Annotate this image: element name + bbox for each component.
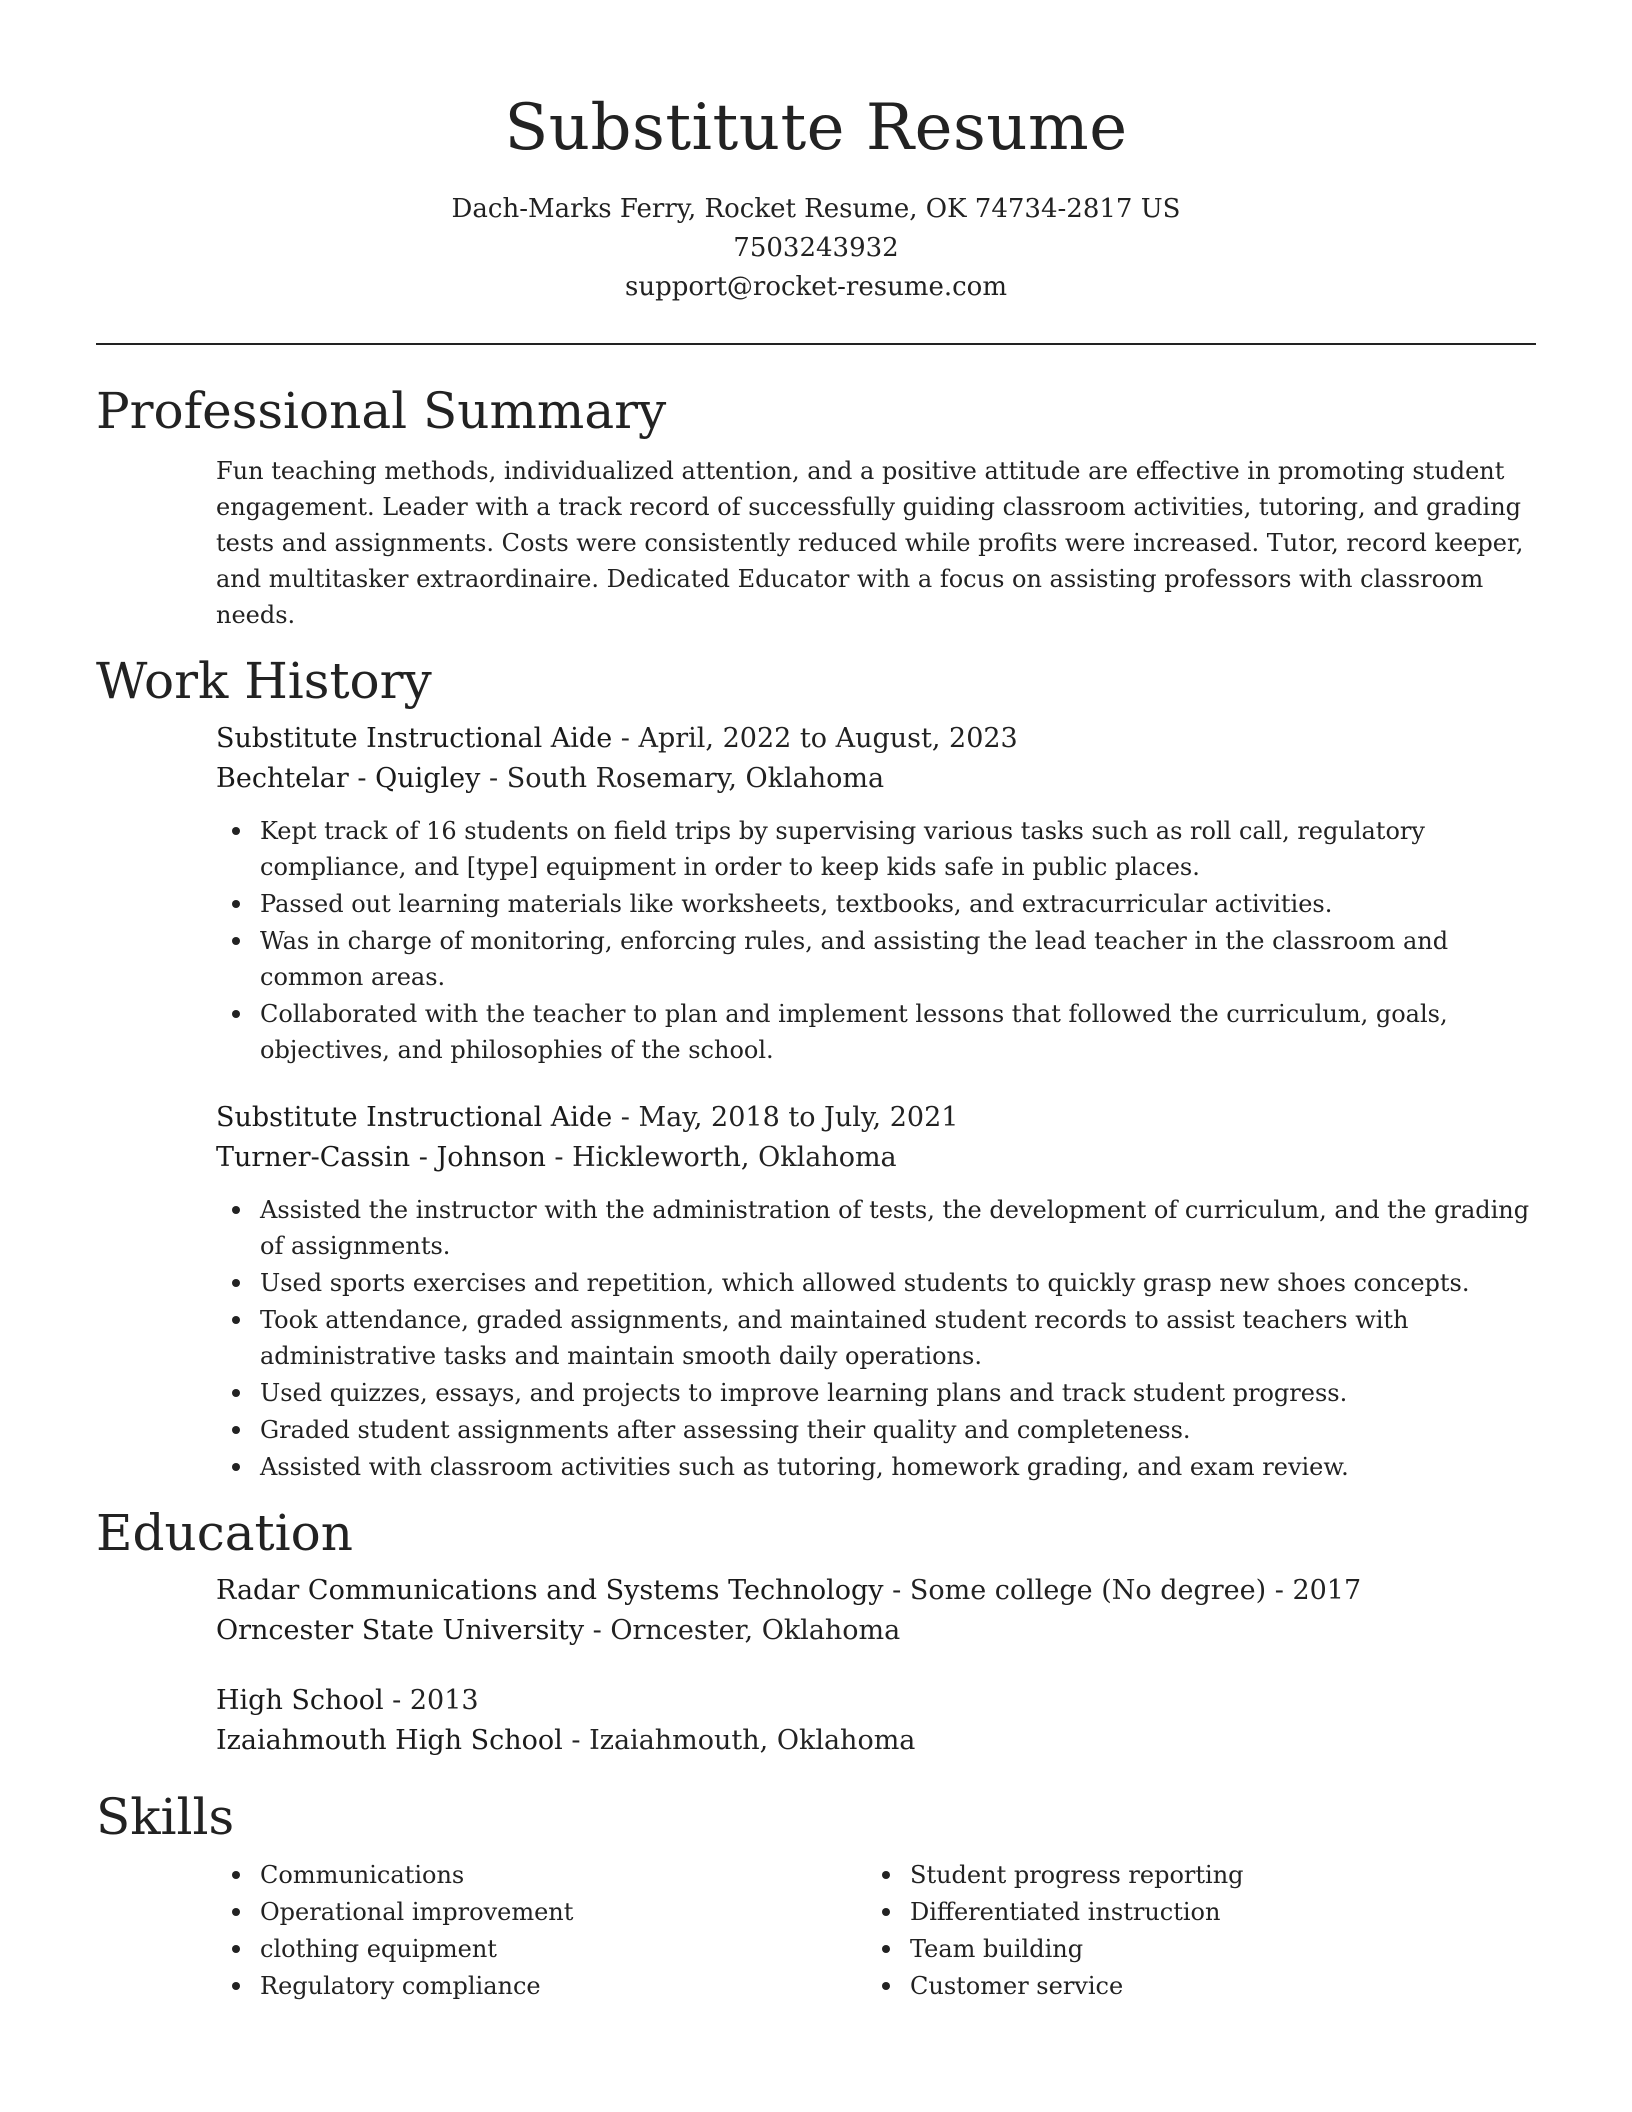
section-title-summary: Professional Summary [96, 382, 667, 440]
education-location: - Orncester, Oklahoma [584, 1615, 901, 1646]
job-company: Turner-Cassin - Johnson [216, 1142, 546, 1173]
job-role: Substitute Instructional Aide [216, 1102, 613, 1133]
contact-email: support@rocket-resume.com [624, 272, 1007, 302]
list-item: Passed out learning materials like worksheets, textbooks, and extracurricular activities. [260, 886, 1536, 922]
job-dates: - April, 2022 to August, 2023 [612, 723, 1018, 754]
skills-grid [216, 1857, 1536, 2005]
education-school: Izaiahmouth High School [216, 1725, 563, 1756]
list-item: Graded student assignments after assessing their quality and completeness. [260, 1412, 1536, 1448]
education-degree-line [216, 1571, 1536, 1611]
education-entry [216, 1571, 1536, 1651]
list-item: Team building [910, 1931, 1516, 1967]
list-item: Customer service [910, 1968, 1516, 2004]
contact-address: Dach-Marks Ferry, Rocket Resume, OK 74734-2817 US [451, 194, 1181, 224]
education-degree-line [216, 1681, 1536, 1721]
education-detail: - Some college (No degree) - 2017 [883, 1575, 1362, 1606]
job-bullets [216, 813, 1536, 1068]
list-item: clothing equipment [260, 1931, 866, 1967]
section-title-skills: Skills [96, 1788, 235, 1846]
list-item: Regulatory compliance [260, 1968, 866, 2004]
job-location: - Hickleworth, Oklahoma [545, 1142, 897, 1173]
page-title: Substitute Resume [504, 91, 1128, 165]
education-school-line [216, 1721, 1536, 1761]
list-item: Collaborated with the teacher to plan and implement lessons that followed the curriculum, goals, objectives, and philosophies of the school. [260, 996, 1536, 1068]
job-entry [216, 719, 1536, 1068]
education-school-line [216, 1611, 1536, 1651]
contact-phone: 7503243932 [733, 233, 899, 263]
list-item: Was in charge of monitoring, enforcing rules, and assisting the lead teacher in the classroom and common areas. [260, 923, 1536, 995]
list-item: Used sports exercises and repetition, which allowed students to quickly grasp new shoes concepts. [260, 1265, 1536, 1301]
job-title-line [216, 719, 1536, 759]
list-item: Used quizzes, essays, and projects to improve learning plans and track student progress. [260, 1375, 1536, 1411]
skills-list-right [866, 1857, 1516, 2005]
list-item: Communications [260, 1857, 866, 1893]
list-item: Assisted the instructor with the administration of tests, the development of curriculum, and the grading of assignments. [260, 1192, 1536, 1264]
list-item: Took attendance, graded assignments, and maintained student records to assist teachers with administrative tasks and maintain smooth daily operations. [260, 1302, 1536, 1374]
list-item: Kept track of 16 students on field trips by supervising various tasks such as roll call, regulatory compliance, and [type] equipment in order to keep kids safe in public places. [260, 813, 1536, 885]
education-entry [216, 1681, 1536, 1761]
list-item: Assisted with classroom activities such as tutoring, homework grading, and exam review. [260, 1449, 1536, 1485]
education-location: - Izaiahmouth, Oklahoma [562, 1725, 916, 1756]
section-title-education: Education [96, 1504, 353, 1562]
job-company-line [216, 1138, 1536, 1178]
education-degree: High School [216, 1685, 384, 1716]
header-divider [96, 343, 1536, 345]
list-item: Student progress reporting [910, 1857, 1516, 1893]
education-school: Orncester State University [216, 1615, 585, 1646]
resume-header [96, 0, 1536, 307]
work-section [96, 651, 1536, 1485]
job-title-line [216, 1098, 1536, 1138]
job-dates: - May, 2018 to July, 2021 [612, 1102, 959, 1133]
section-title-work: Work History [96, 652, 432, 710]
summary-text: Fun teaching methods, individualized attention, and a positive attitude are effective in promoting student engagement. Leader with a track record of successfully guiding classroom activities, tutoring, and grading tests and assignments. Costs were consistently reduced while profits were increased. Tutor, record keeper, and multitasker extraordinaire. Dedicated Educator with a focus on assisting professors with classroom needs. [216, 457, 1524, 629]
education-degree: Radar Communications and Systems Technology [216, 1575, 884, 1606]
job-location: - South Rosemary, Oklahoma [480, 763, 885, 794]
job-company-line [216, 759, 1536, 799]
education-detail: - 2013 [383, 1685, 479, 1716]
education-section [96, 1503, 1536, 1761]
job-role: Substitute Instructional Aide [216, 723, 613, 754]
skills-section [96, 1787, 1536, 2005]
job-bullets [216, 1192, 1536, 1485]
summary-section [96, 381, 1536, 633]
list-item: Differentiated instruction [910, 1894, 1516, 1930]
skills-list-left [216, 1857, 866, 2005]
resume-page [96, 0, 1536, 2005]
job-company: Bechtelar - Quigley [216, 763, 481, 794]
job-entry [216, 1098, 1536, 1485]
list-item: Operational improvement [260, 1894, 866, 1930]
